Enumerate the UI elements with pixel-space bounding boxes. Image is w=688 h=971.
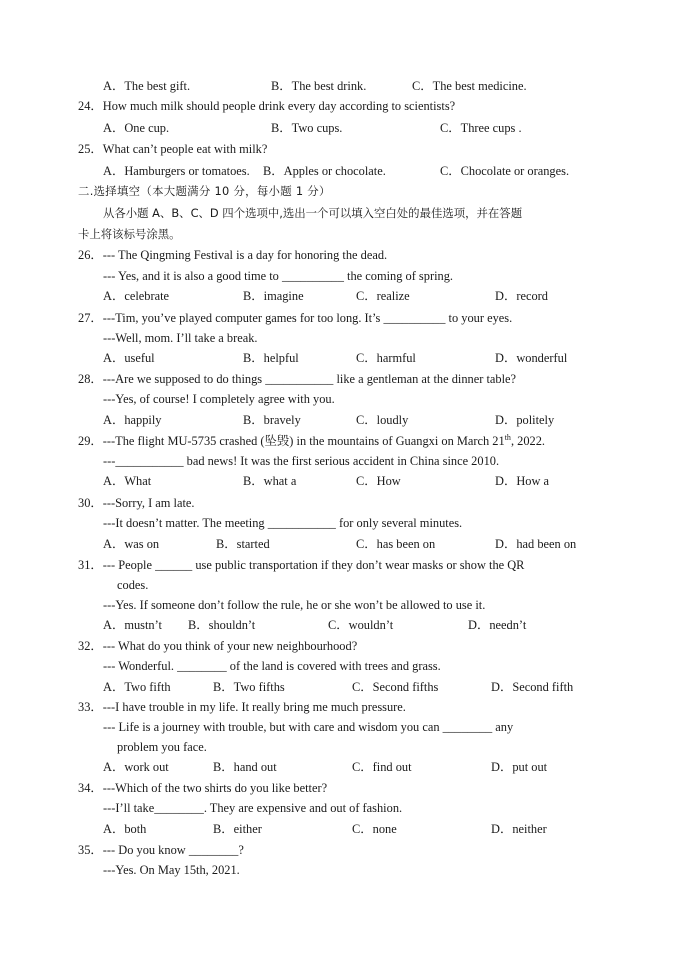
q34-option-c: C．none [352, 822, 397, 836]
q30-stem: 30．---Sorry, I am late. [78, 496, 195, 510]
q35-stem-reply: ---Yes. On May 15th, 2021. [103, 863, 240, 877]
q34-option-a: A．both [103, 822, 147, 836]
q31-option-d: D．needn’t [468, 618, 527, 632]
section-instruction-cont: 卡上将该标号涂黑。 [78, 227, 181, 241]
q25-option-a: A．Hamburgers or tomatoes. [103, 164, 250, 178]
q35-stem: 35．--- Do you know ________? [78, 843, 244, 857]
q30-stem-reply: ---It doesn’t matter. The meeting ___________ for only several minutes. [103, 516, 463, 530]
q30-option-d: D．had been on [495, 537, 577, 551]
q28-option-d: D．politely [495, 413, 555, 427]
q33-stem: 33．---I have trouble in my life. It really bring me much pressure. [78, 700, 406, 714]
q31-stem: 31．--- People ______ use public transportation if they don’t wear masks or show the QR [78, 558, 525, 572]
q33-option-c: C．find out [352, 760, 412, 774]
q34-option-d: D．neither [491, 822, 547, 836]
q29-stem-year: , 2022. [510, 434, 546, 448]
q27-option-c: C．harmful [356, 351, 416, 365]
q33-stem-reply-cont: problem you face. [117, 740, 207, 754]
q26-option-a: A．celebrate [103, 289, 170, 303]
q30-option-a: A．was on [103, 537, 160, 551]
q32-option-b: B．Two fifths [213, 680, 285, 694]
q25-option-b: B．Apples or chocolate. [263, 164, 386, 178]
q24-option-c: C．Three cups . [440, 121, 522, 135]
q33-option-b: B．hand out [213, 760, 277, 774]
q29-option-b: B．what a [243, 474, 297, 488]
q26-option-d: D．record [495, 289, 548, 303]
q27-option-a: A．useful [103, 351, 155, 365]
q26-option-c: C．realize [356, 289, 410, 303]
q27-option-d: D．wonderful [495, 351, 568, 365]
section-instruction: 从各小题 A、B、C、D 四个选项中,选出一个可以填入空白处的最佳选项，并在答题 [103, 206, 523, 220]
q34-stem-reply: ---I’ll take________. They are expensive and out of fashion. [103, 801, 403, 815]
q24-option-a: A．One cup. [103, 121, 170, 135]
q33-stem-reply: --- Life is a journey with trouble, but with care and wisdom you can ________ any [103, 720, 514, 734]
q28-option-c: C．loudly [356, 413, 409, 427]
q32-stem: 32．--- What do you think of your new neighbourhood? [78, 639, 358, 653]
q23-option-a: A．The best gift. [103, 79, 191, 93]
q28-stem-reply: ---Yes, of course! I completely agree with you. [103, 392, 335, 406]
q27-stem-reply: ---Well, mom. I’ll take a break. [103, 331, 258, 345]
q23-option-b: B．The best drink. [271, 79, 367, 93]
q28-option-b: B．bravely [243, 413, 301, 427]
q26-stem: 26．--- The Qingming Festival is a day for honoring the dead. [78, 248, 388, 262]
q29-option-c: C．How [356, 474, 401, 488]
q23-option-c: C．The best medicine. [412, 79, 527, 93]
q32-option-a: A．Two fifth [103, 680, 171, 694]
q32-option-c: C．Second fifths [352, 680, 439, 694]
q29-stem-text: 29．---The flight MU-5735 crashed (坠毁) in the mountains of Guangxi on March 21 [78, 434, 505, 448]
q34-option-b: B．either [213, 822, 262, 836]
q28-option-a: A．happily [103, 413, 162, 427]
q25-option-c: C．Chocolate or oranges. [440, 164, 570, 178]
q26-option-b: B．imagine [243, 289, 304, 303]
q29-option-a: A．What [103, 474, 152, 488]
q30-option-b: B．started [216, 537, 270, 551]
q31-option-a: A．mustn’t [103, 618, 162, 632]
q24-stem: 24．How much milk should people drink every day according to scientists? [78, 99, 456, 113]
q28-stem: 28．---Are we supposed to do things ___________ like a gentleman at the dinner table? [78, 372, 517, 386]
q30-option-c: C．has been on [356, 537, 436, 551]
q31-option-b: B．shouldn’t [188, 618, 256, 632]
q34-stem: 34．---Which of the two shirts do you like better? [78, 781, 328, 795]
q31-stem-cont: codes. [117, 578, 149, 592]
q26-stem-reply: --- Yes, and it is also a good time to __________ the coming of spring. [103, 269, 454, 283]
q29-stem-reply: ---___________ bad news! It was the first serious accident in China since 2010. [103, 454, 500, 468]
q25-stem: 25．What can’t people eat with milk? [78, 142, 268, 156]
q32-option-d: D．Second fifth [491, 680, 574, 694]
q33-option-a: A．work out [103, 760, 169, 774]
q29-option-d: D．How a [495, 474, 550, 488]
q32-stem-reply: --- Wonderful. ________ of the land is covered with trees and grass. [103, 659, 441, 673]
q33-option-d: D．put out [491, 760, 548, 774]
q31-stem-reply: ---Yes. If someone don’t follow the rule, he or she won’t be allowed to use it. [103, 598, 486, 612]
q31-option-c: C．wouldn’t [328, 618, 394, 632]
q24-option-b: B．Two cups. [271, 121, 343, 135]
q29-superscript: th [504, 432, 511, 442]
section-heading: 二.选择填空（本大题满分 10 分，每小题 1 分） [78, 184, 331, 198]
q27-option-b: B．helpful [243, 351, 299, 365]
q29-stem [78, 433, 545, 449]
q27-stem: 27．---Tim, you’ve played computer games for too long. It’s __________ to your eyes. [78, 311, 513, 325]
